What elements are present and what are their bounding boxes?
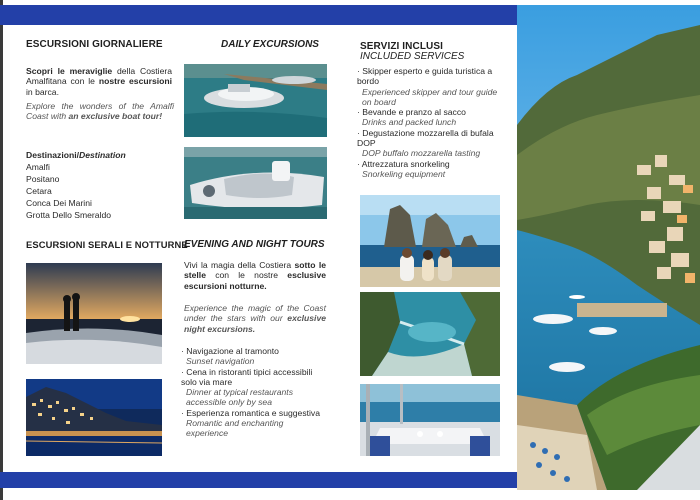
bottom-blue-band <box>0 472 517 488</box>
photo-sunset-couple <box>26 263 162 364</box>
photo-boat-dock <box>184 64 327 137</box>
service-item-en: Experienced skipper and tour guide on board <box>362 86 498 107</box>
photo-coast-cove <box>360 292 500 376</box>
evening-feature-en: Sunset navigation <box>186 356 255 367</box>
evening-features-list <box>181 346 327 439</box>
top-blue-band <box>0 5 517 25</box>
service-item-it: · Bevande e pranzo al sacco <box>357 107 466 118</box>
service-item-en: Drinks and packed lunch <box>362 117 457 128</box>
daily-intro-en: Explore the wonders of the Amalfi Coast with an exclusive boat tour! <box>26 101 174 122</box>
services-title-it: SERVIZI INCLUSI <box>360 41 443 52</box>
photo-positano-panorama <box>517 5 700 490</box>
evening-feature-it: · Esperienza romantica e suggestiva <box>181 407 321 418</box>
destination-item: Amalfi <box>26 162 50 172</box>
destinations-label: Destinazioni/Destination <box>26 150 126 160</box>
photo-faraglioni-rocks <box>360 195 500 287</box>
evening-title-en: EVENING AND NIGHT TOURS <box>184 239 325 250</box>
evening-feature-it: · Navigazione al tramonto <box>181 346 279 356</box>
service-item-it: · Degustazione mozzarella di bufala DOP <box>357 127 494 149</box>
services-title-en: INCLUDED SERVICES <box>360 51 465 62</box>
destinations-list <box>26 149 176 221</box>
services-list <box>357 66 503 179</box>
evening-intro-it: Vivi la magia della Costiera sotto le stelle con le nostre esclusive escursioni notturne. <box>184 260 326 291</box>
service-item-it: · Skipper esperto e guida turistica a bordo <box>357 66 493 87</box>
evening-feature-en: Romantic and enchanting experience <box>186 418 284 439</box>
service-item-it: · Attrezzatura snorkeling <box>357 158 450 169</box>
daily-title-en: DAILY EXCURSIONS <box>221 39 319 50</box>
photo-boat-interior <box>184 147 327 219</box>
photo-terrace-table <box>360 384 500 456</box>
daily-title-it: ESCURSIONI GIORNALIERE <box>26 39 163 50</box>
destination-item: Positano <box>26 174 60 184</box>
evening-intro-en: Experience the magic of the Coast under the stars with our exclusive night excursions. <box>184 303 326 334</box>
service-item-en: DOP buffalo mozzarella tasting <box>362 148 481 159</box>
destination-item: Grotta Dello Smeraldo <box>26 210 112 220</box>
destination-item: Conca Dei Marini <box>26 198 92 208</box>
evening-feature-it: · Cena in ristoranti tipici accessibili solo via mare <box>181 366 313 387</box>
destination-item: Cetara <box>26 186 52 196</box>
photo-night-town <box>26 379 162 456</box>
service-item-en: Snorkeling equipment <box>362 168 446 179</box>
evening-title-it: ESCURSIONI SERALI E NOTTURNE <box>26 239 188 250</box>
evening-feature-en: Dinner at typical restaurants accessible only by sea <box>186 387 293 408</box>
daily-intro-it: Scopri le meraviglie della Costiera Amalfitana con le nostre escursioni in barca. <box>26 66 173 97</box>
scan-border <box>0 0 3 500</box>
